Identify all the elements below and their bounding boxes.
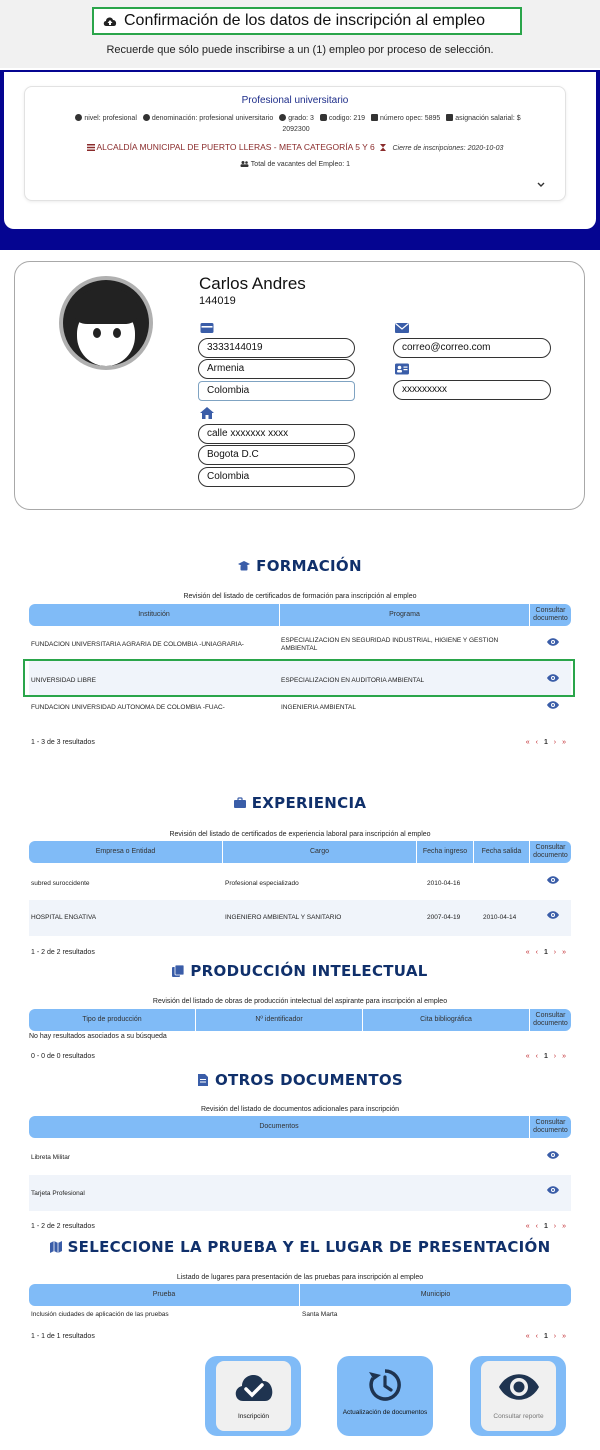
map-icon — [50, 1241, 62, 1253]
table-row: FUNDACION UNIVERSITARIA AGRARIA DE COLOMBIA -UNIAGRARIA- ESPECIALIZACION EN SEGURIDAD INDUSTRIAL, HIGIENE Y GESTION AMBIENTAL — [29, 628, 571, 660]
country-field: Colombia — [198, 381, 355, 401]
prueba-col-prueba[interactable]: Prueba — [29, 1284, 299, 1306]
view-document-icon[interactable] — [547, 1151, 559, 1159]
experiencia-title: EXPERIENCIA — [0, 794, 600, 812]
prueba-title: SELECCIONE LA PRUEBA Y EL LUGAR DE PRESENTACIÓN — [0, 1238, 600, 1256]
chevron-down-icon[interactable] — [537, 182, 545, 188]
address-field: calle xxxxxxx xxxx — [198, 424, 355, 444]
job-meta: nivel: profesional denominación: profesional universitario grado: 3 codigo: 219 número opec: 5895 asignación salarial: $ 2092300 — [39, 113, 553, 135]
formacion-pagination[interactable]: « ‹ 1 › » — [525, 739, 568, 746]
user-icon — [143, 114, 150, 121]
document-icon — [197, 1074, 209, 1086]
view-document-icon[interactable] — [547, 1186, 559, 1194]
history-icon — [368, 1368, 402, 1402]
experiencia-col-cargo[interactable]: Cargo — [223, 841, 416, 863]
selected-row-highlight — [23, 659, 575, 697]
envelope-icon — [395, 322, 409, 334]
table-row: subred suroccidente Profesional especializado 2010-04-16 — [29, 866, 571, 900]
building-icon — [87, 144, 95, 151]
eye-icon — [498, 1373, 540, 1401]
job-vacancies: Total de vacantes del Empleo: 1 — [25, 161, 565, 168]
formacion-col-programa[interactable]: Programa — [280, 604, 529, 626]
level-icon — [75, 114, 82, 121]
produccion-title: PRODUCCIÓN INTELECTUAL — [0, 962, 600, 980]
view-document-icon[interactable] — [547, 911, 559, 919]
formacion-col-consultar: Consultar documento — [530, 604, 571, 626]
otros-title: OTROS DOCUMENTOS — [0, 1071, 600, 1089]
table-row: Libreta Militar — [29, 1140, 571, 1175]
produccion-col-tipo[interactable]: Tipo de producción — [29, 1009, 195, 1031]
users-icon — [240, 161, 249, 167]
prueba-results: 1 - 1 de 1 resultados — [31, 1333, 95, 1340]
briefcase-icon — [234, 797, 246, 809]
experiencia-caption: Revisión del listado de certificados de experiencia laboral para inscripción al empleo — [169, 831, 431, 838]
hash-icon — [371, 114, 378, 121]
formacion-results: 1 - 3 de 3 resultados — [31, 739, 95, 746]
view-document-icon[interactable] — [547, 638, 559, 646]
table-row[interactable]: Inclusión ciudades de aplicación de las pruebas Santa Marta — [31, 1311, 338, 1318]
inscripcion-button[interactable]: Inscripción — [205, 1356, 301, 1436]
prueba-col-municipio[interactable]: Municipio — [300, 1284, 571, 1306]
job-title: Profesional universitario — [241, 95, 349, 106]
otros-results: 1 - 2 de 2 resultados — [31, 1223, 95, 1230]
actualizacion-button[interactable]: Actualización de documentos — [337, 1356, 433, 1436]
cloud-check-icon — [233, 1371, 275, 1403]
formacion-col-institucion[interactable]: Institución — [29, 604, 279, 626]
page-subtitle: Recuerde que sólo puede inscribirse a un (1) empleo por proceso de selección. — [106, 44, 494, 56]
experiencia-pagination[interactable]: « ‹ 1 › » — [525, 949, 568, 956]
view-document-icon[interactable] — [547, 876, 559, 884]
job-band — [0, 70, 600, 250]
otros-pagination[interactable]: « ‹ 1 › » — [525, 1223, 568, 1230]
profile-name: Carlos Andres — [199, 274, 306, 293]
home-icon — [200, 407, 214, 419]
produccion-col-identificador[interactable]: Nº identificador — [196, 1009, 362, 1031]
salary-icon — [446, 114, 453, 121]
otros-caption: Revisión del listado de documentos adicionales para inscripción — [200, 1106, 400, 1113]
experiencia-col-ingreso[interactable]: Fecha ingreso — [417, 841, 473, 863]
produccion-caption: Revisión del listado de obras de producción intelectual del aspirante para inscripción al empleo — [152, 998, 448, 1005]
document-field: 3333144019 — [198, 338, 355, 358]
job-card — [24, 86, 566, 201]
city-field: Armenia — [198, 359, 355, 379]
cloud-upload-icon — [102, 14, 118, 28]
contact-field: xxxxxxxxx — [393, 380, 551, 400]
table-row: FUNDACION UNIVERSIDAD AUTONOMA DE COLOMBIA -FUAC- INGENIERIA AMBIENTAL — [29, 696, 571, 720]
experiencia-col-consultar: Consultar documento — [530, 841, 571, 863]
produccion-results: 0 - 0 de 0 resultados — [31, 1053, 95, 1060]
table-row: Tarjeta Profesional — [29, 1175, 571, 1211]
experiencia-col-empresa[interactable]: Empresa o Entidad — [29, 841, 222, 863]
table-row: HOSPITAL ENGATIVA INGENIERO AMBIENTAL Y SANITARIO 2007-04-19 2010-04-14 — [29, 900, 571, 936]
formacion-caption: Revisión del listado de certificados de formación para inscripción al empleo — [183, 593, 417, 600]
books-icon — [172, 965, 184, 977]
graduation-icon — [238, 560, 250, 572]
experiencia-results: 1 - 2 de 2 resultados — [31, 949, 95, 956]
contact-card-icon — [395, 363, 409, 375]
page-header — [0, 0, 600, 68]
table-row: UNIVERSIDAD LIBRE ESPECIALIZACION EN AUDITORIA AMBIENTAL — [29, 661, 571, 695]
residence-city-field: Bogota D.C — [198, 445, 355, 465]
view-document-icon[interactable] — [547, 701, 559, 709]
produccion-col-cita[interactable]: Cita bibliográfica — [363, 1009, 529, 1031]
id-card-icon — [200, 322, 214, 334]
email-field: correo@correo.com — [393, 338, 551, 358]
otros-col-consultar: Consultar documento — [530, 1116, 571, 1138]
produccion-empty: No hay resultados asociados a su búsqueda — [29, 1033, 167, 1040]
hourglass-icon — [380, 144, 386, 151]
prueba-caption: Listado de lugares para presentación de las pruebas para inscripción al empleo — [176, 1274, 424, 1281]
residence-country-field: Colombia — [198, 467, 355, 487]
profile-id: 144019 — [199, 295, 236, 307]
avatar — [59, 276, 153, 370]
page-title: Confirmación de los datos de inscripción al empleo — [92, 7, 522, 35]
prueba-pagination[interactable]: « ‹ 1 › » — [525, 1333, 568, 1340]
tag-icon — [320, 114, 327, 121]
job-entity: ALCALDÍA MUNICIPAL DE PUERTO LLERAS - META CATEGORÍA 5 Y 6 Cierre de inscripciones: 2020-10-03 — [25, 142, 565, 152]
formacion-title: FORMACIÓN — [0, 557, 600, 575]
otros-col-documentos[interactable]: Documentos — [29, 1116, 529, 1138]
star-icon — [279, 114, 286, 121]
produccion-col-consultar: Consultar documento — [530, 1009, 571, 1031]
profile-card — [14, 261, 585, 510]
produccion-pagination[interactable]: « ‹ 1 › » — [525, 1053, 568, 1060]
consultar-reporte-button[interactable]: Consultar reporte — [470, 1356, 566, 1436]
experiencia-col-salida[interactable]: Fecha salida — [474, 841, 529, 863]
